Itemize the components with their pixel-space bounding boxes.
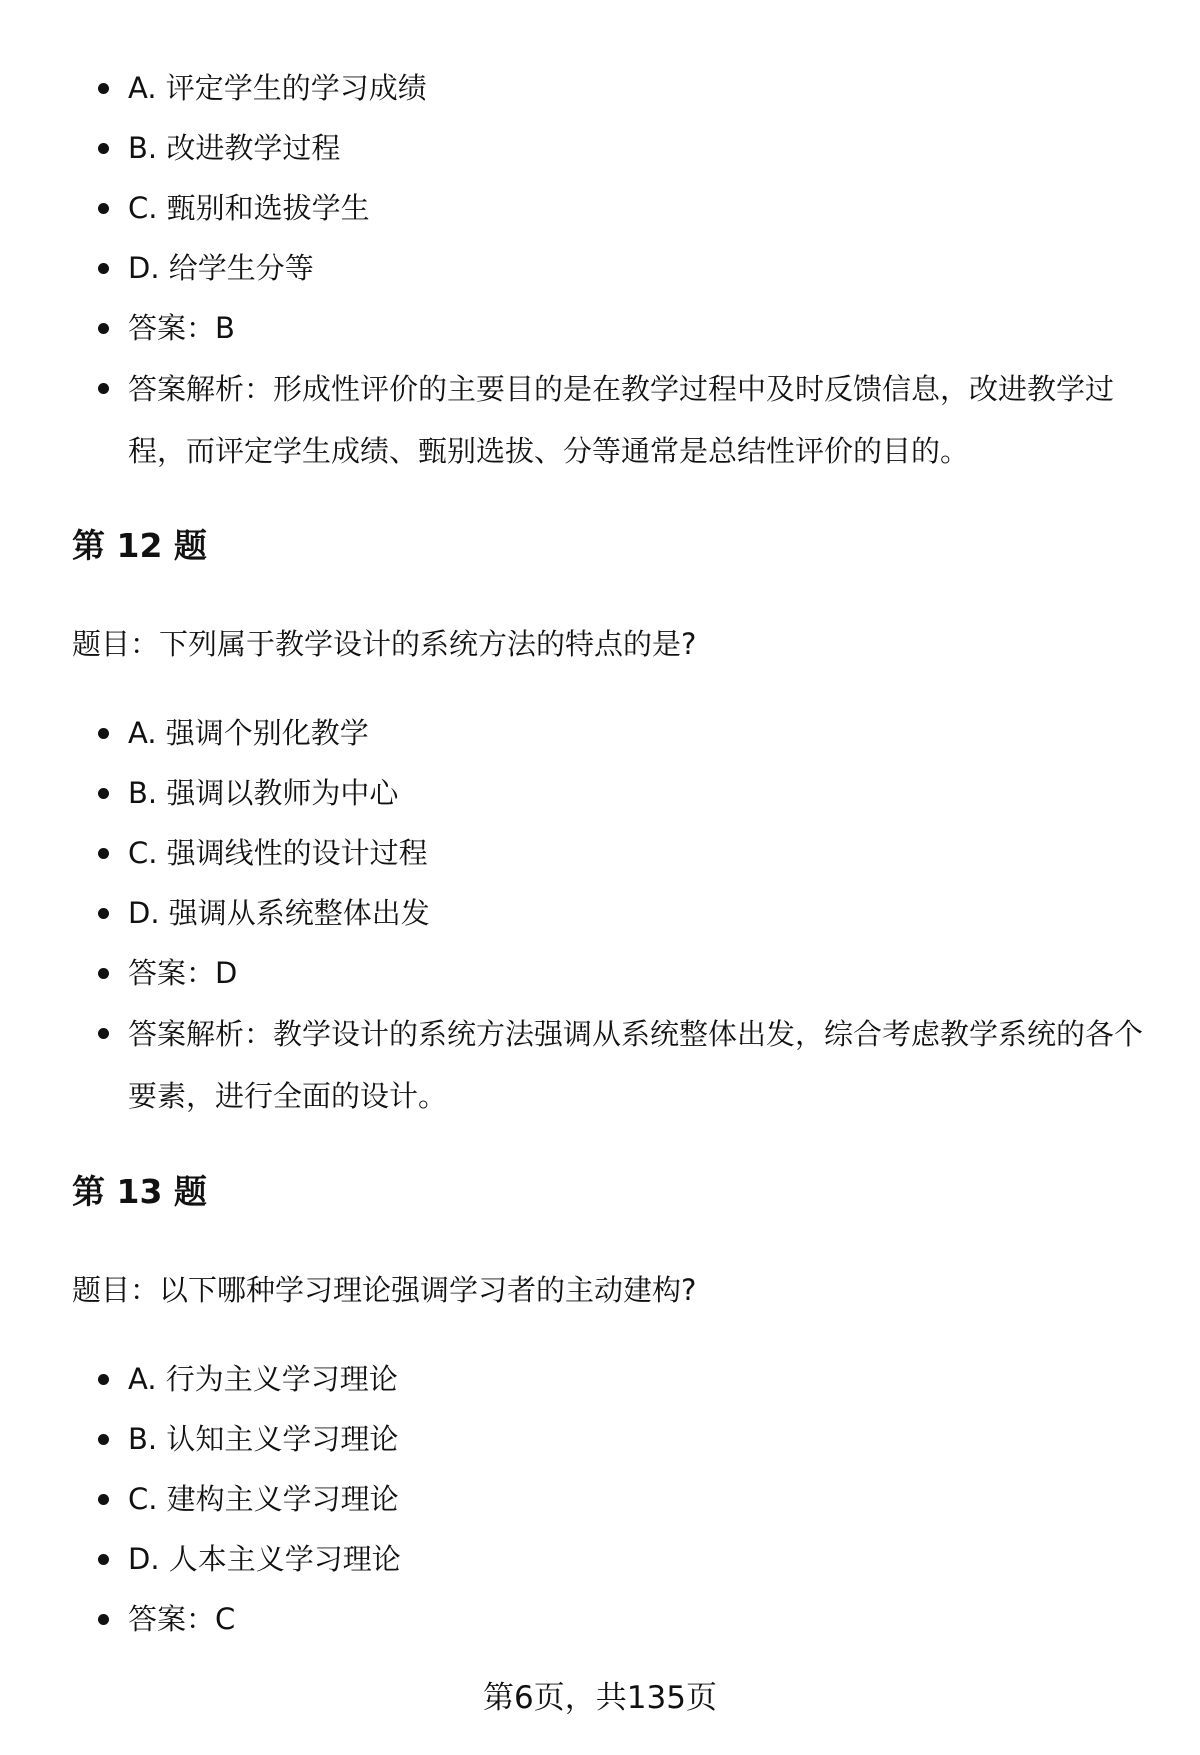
- option-d: D. 给学生分等: [72, 238, 1152, 298]
- option-a: A. 行为主义学习理论: [72, 1349, 1152, 1409]
- answer-analysis: 答案解析：教学设计的系统方法强调从系统整体出发，综合考虑教学系统的各个要素，进行全面的设计。: [72, 1003, 1152, 1127]
- option-d: D. 人本主义学习理论: [72, 1529, 1152, 1589]
- option-a: A. 强调个别化教学: [72, 703, 1152, 763]
- option-c: C. 强调线性的设计过程: [72, 823, 1152, 883]
- option-b: B. 强调以教师为中心: [72, 763, 1152, 823]
- answer-analysis: 答案解析：形成性评价的主要目的是在教学过程中及时反馈信息，改进教学过程，而评定学生成绩、甄别选拔、分等通常是总结性评价的目的。: [72, 358, 1152, 482]
- options-list-q12: [72, 703, 1152, 1127]
- question-heading-12: 第 12 题: [72, 526, 207, 565]
- options-list-q13: [72, 1349, 1152, 1649]
- option-b: B. 认知主义学习理论: [72, 1409, 1152, 1469]
- option-c: C. 建构主义学习理论: [72, 1469, 1152, 1529]
- option-c: C. 甄别和选拔学生: [72, 178, 1152, 238]
- option-b: B. 改进教学过程: [72, 118, 1152, 178]
- question-text-13: 题目：以下哪种学习理论强调学习者的主动建构?: [72, 1273, 697, 1307]
- answer: 答案：D: [72, 943, 1152, 1003]
- answer: 答案：B: [72, 298, 1152, 358]
- answer: 答案：C: [72, 1589, 1152, 1649]
- option-d: D. 强调从系统整体出发: [72, 883, 1152, 943]
- option-a: A. 评定学生的学习成绩: [72, 58, 1152, 118]
- options-list-q11: [72, 58, 1152, 482]
- question-heading-13: 第 13 题: [72, 1172, 207, 1211]
- question-text-12: 题目：下列属于教学设计的系统方法的特点的是?: [72, 627, 697, 661]
- page-number: 第6页，共135页: [483, 1680, 717, 1716]
